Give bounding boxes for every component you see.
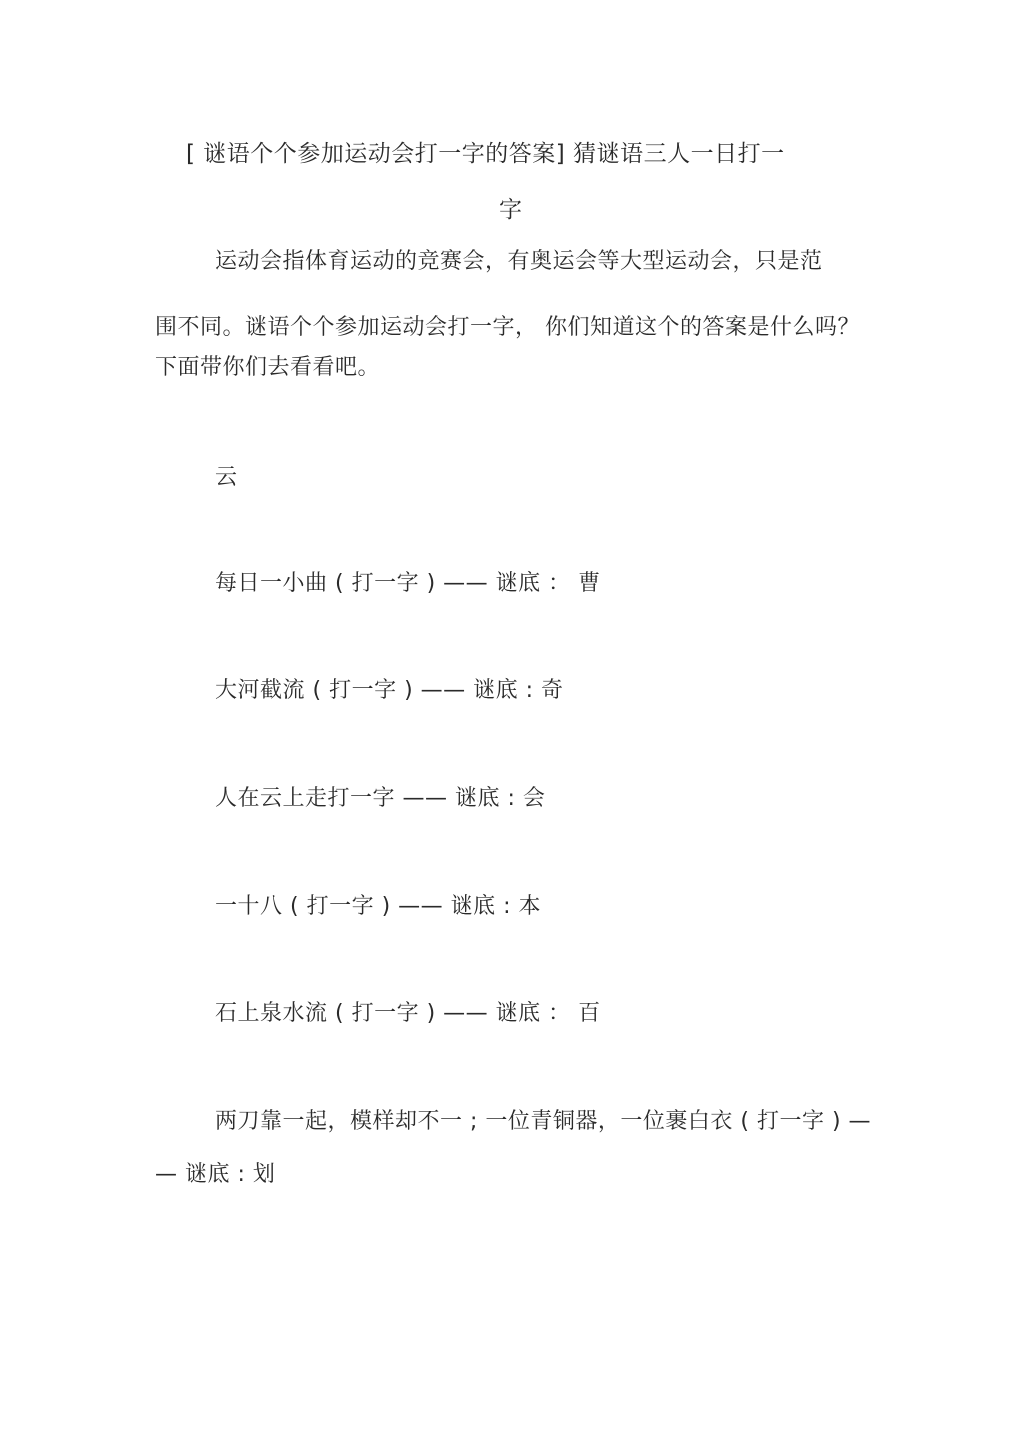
document-title-line-1: [ 谜语个个参加运动会打一字的答案] 猜谜语三人一日打一 <box>186 141 785 167</box>
riddle-item: 人在云上走打一字 —— 谜底 : 会 <box>215 786 546 811</box>
intro-paragraph-line-3: 下面带你们去看看吧。 <box>155 355 381 380</box>
section-heading: 云 <box>215 465 238 490</box>
riddle-item: 大河截流 ( 打一字 ) —— 谜底 : 奇 <box>215 678 564 703</box>
riddle-item: 石上泉水流 ( 打一字 ) —— 谜底 ： 百 <box>215 1001 601 1026</box>
intro-paragraph-line-2: 围不同。谜语个个参加运动会打一字， 你们知道这个的答案是什么吗？ <box>155 315 860 340</box>
riddle-item: 一十八 ( 打一字 ) —— 谜底 : 本 <box>215 894 542 919</box>
intro-paragraph-line-1: 运动会指体育运动的竞赛会，有奥运会等大型运动会，只是范 <box>215 249 823 274</box>
riddle-item-last-line-1: 两刀靠一起，模样却不一 ; 一位青铜器，一位裹白衣 ( 打一字 ) — <box>215 1109 872 1134</box>
document-title-line-2: 字 <box>499 197 523 223</box>
riddle-item-last-line-2: — 谜底 : 划 <box>155 1162 276 1187</box>
riddle-item: 每日一小曲 ( 打一字 ) —— 谜底 ： 曹 <box>215 571 601 596</box>
